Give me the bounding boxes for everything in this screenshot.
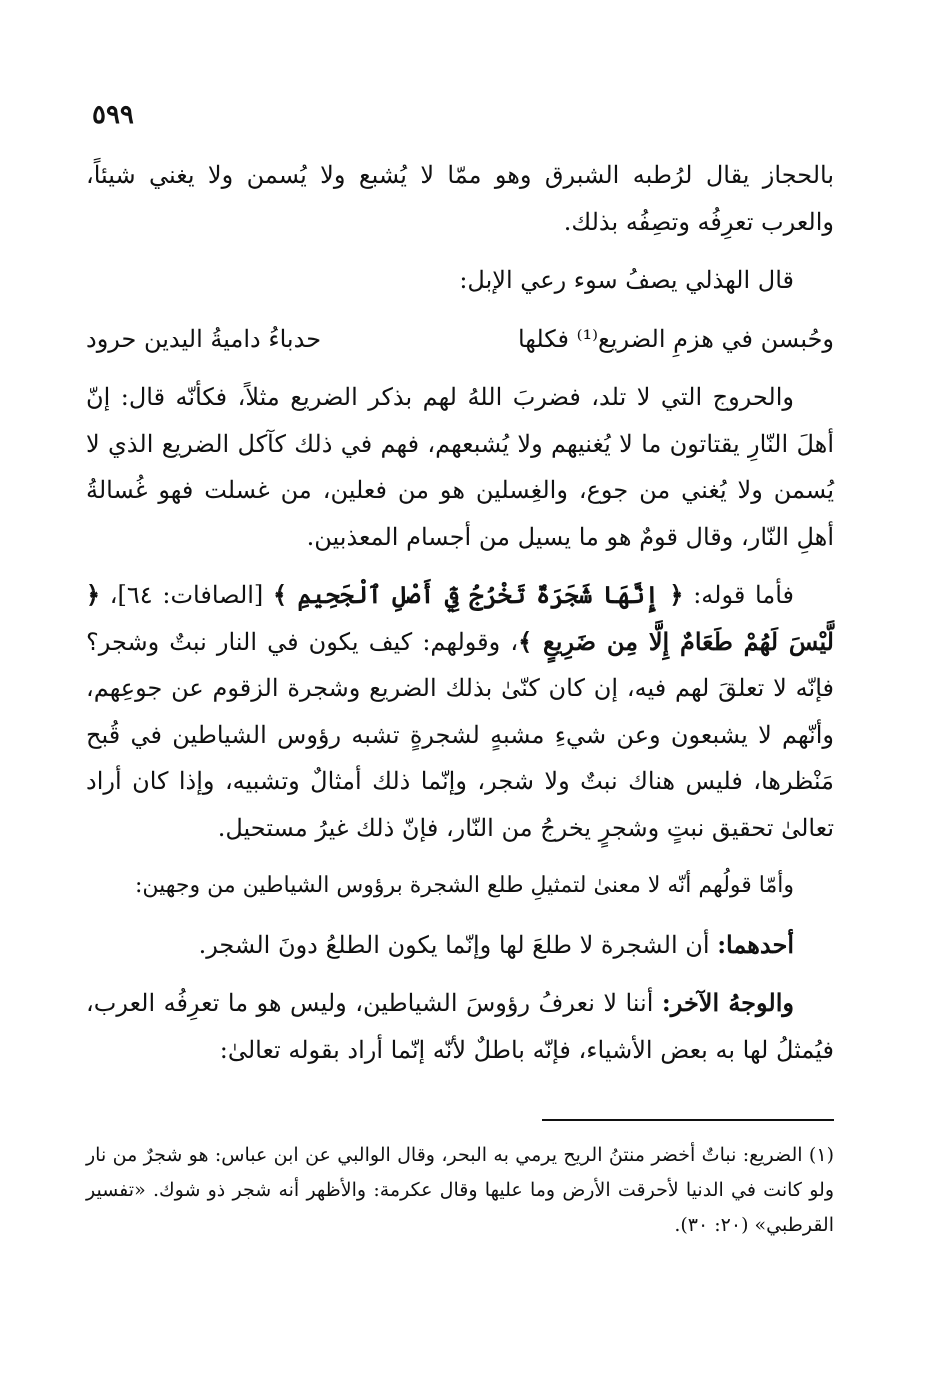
paragraph-4-intro: فأما قوله: [693,581,794,609]
verse-first-hemistich: وحُبسن في هزمِ الضريع⁽¹⁾ فكلها [517,324,834,353]
paragraph-4 [86,572,834,851]
paragraph-5: وأمّا قولُهم أنّه لا معنىٰ لتمثيلِ طلع الشجرة برؤوس الشياطين من وجهين: [134,873,794,898]
paragraph-6 [86,922,834,969]
paragraph-3: والحروج التي لا تلد، فضربَ اللهُ لهم بذكر الضريع مثلاً، فكأنّه قال: إنّ أهلَ النّارِ يقتاتون ما لا يُغنيهم ولا يُشبعهم، فهم في ذلك كآكل الضريع الذي لا يُسمن ولا يُغني من جوع، والغِسلين هو من فعلين، من غسلت فهو غُسالةُ أهلِ النّار، وقال قومٌ هو ما يسيل من أجسام المعذبين. [86,383,834,551]
paragraph-6-text: أن الشجرة لا طلعَ لها وإنّما يكون الطلعُ دونَ الشجر. [198,930,710,959]
quran-verse-1: ﴿ إِنَّهَا شَجَرَةٌ تَخْرُجُ فِيٓ أَصْلِ ٱلْجَحِيمِ ﴾ [273,580,684,609]
paragraph-2: قال الهذلي يصفُ سوء رعي الإبل: [459,266,794,294]
paragraph-7-text: أننا لا نعرفُ رؤوسَ الشياطين، وليس هو ما تعرِفُه العرب، فيُمثلُ لها به بعض الأشياء، فإنّه باطلٌ لأنّه إنّما أراد بقوله تعالىٰ: [86,989,834,1064]
footnote: (١) الضريع: نباتٌ أخضر منتنُ الريح يرمي به البحر، وقال الوالبي عن ابن عباس: هو شجرٌ من نار ولو كانت في الدنيا لأحرقت الأرض وما عليها وقال عكرمة: والأظهر أنه شجر ذو شوك. «تفسير القرطبي» (٢٠: ٣٠). [86,1144,834,1236]
verse-second-hemistich: حدباءُ داميةُ اليدين حرود [86,324,322,353]
verse-reference: [الصافات: ٦٤]، [109,581,264,609]
paragraph-7 [86,980,834,1073]
paragraph-6-label: أحدهما: [717,929,794,959]
page-number: ٥٩٩ [92,100,134,130]
paragraph-4-rest: ، وقولهم: كيف يكون في النار نبتٌ وشجر؟ فإنّه لا تعلقَ لهم فيه، إن كان كنّىٰ بذلك الضريع وشجرة الزقوم عن جوعِهم، وأنّهم لا يشبعون وعن شيءِ مشبهٍ لشجرةٍ تشبه رؤوس الشياطين في قُبح مَنْظرها، فليس هناك نبتٌ ولا شجر، وإنّما ذلك أمثالٌ وتشبيه، وإذا كان أراد تعالىٰ تحقيق نبتٍ وشجرٍ يخرجُ من النّار، فإنّ ذلك غيرُ مستحيل. [86,627,835,842]
footnote-divider [542,1119,834,1121]
quran-verse-2: ﴿ لَّيْسَ لَهُمْ طَعَامٌ إِلَّا مِن ضَرِيعٍ ﴾ [86,580,834,656]
paragraph-7-label: والوجهُ الآخر: [661,988,794,1017]
poetry-verse [86,316,834,363]
main-text [86,152,834,1085]
paragraph-1: بالحجاز يقال لرُطبه الشبرق وهو ممّا لا يُشبع ولا يُسمن ولا يغني شيئاً، والعرب تعرِفُه وتصِفُه بذلك. [86,161,834,236]
